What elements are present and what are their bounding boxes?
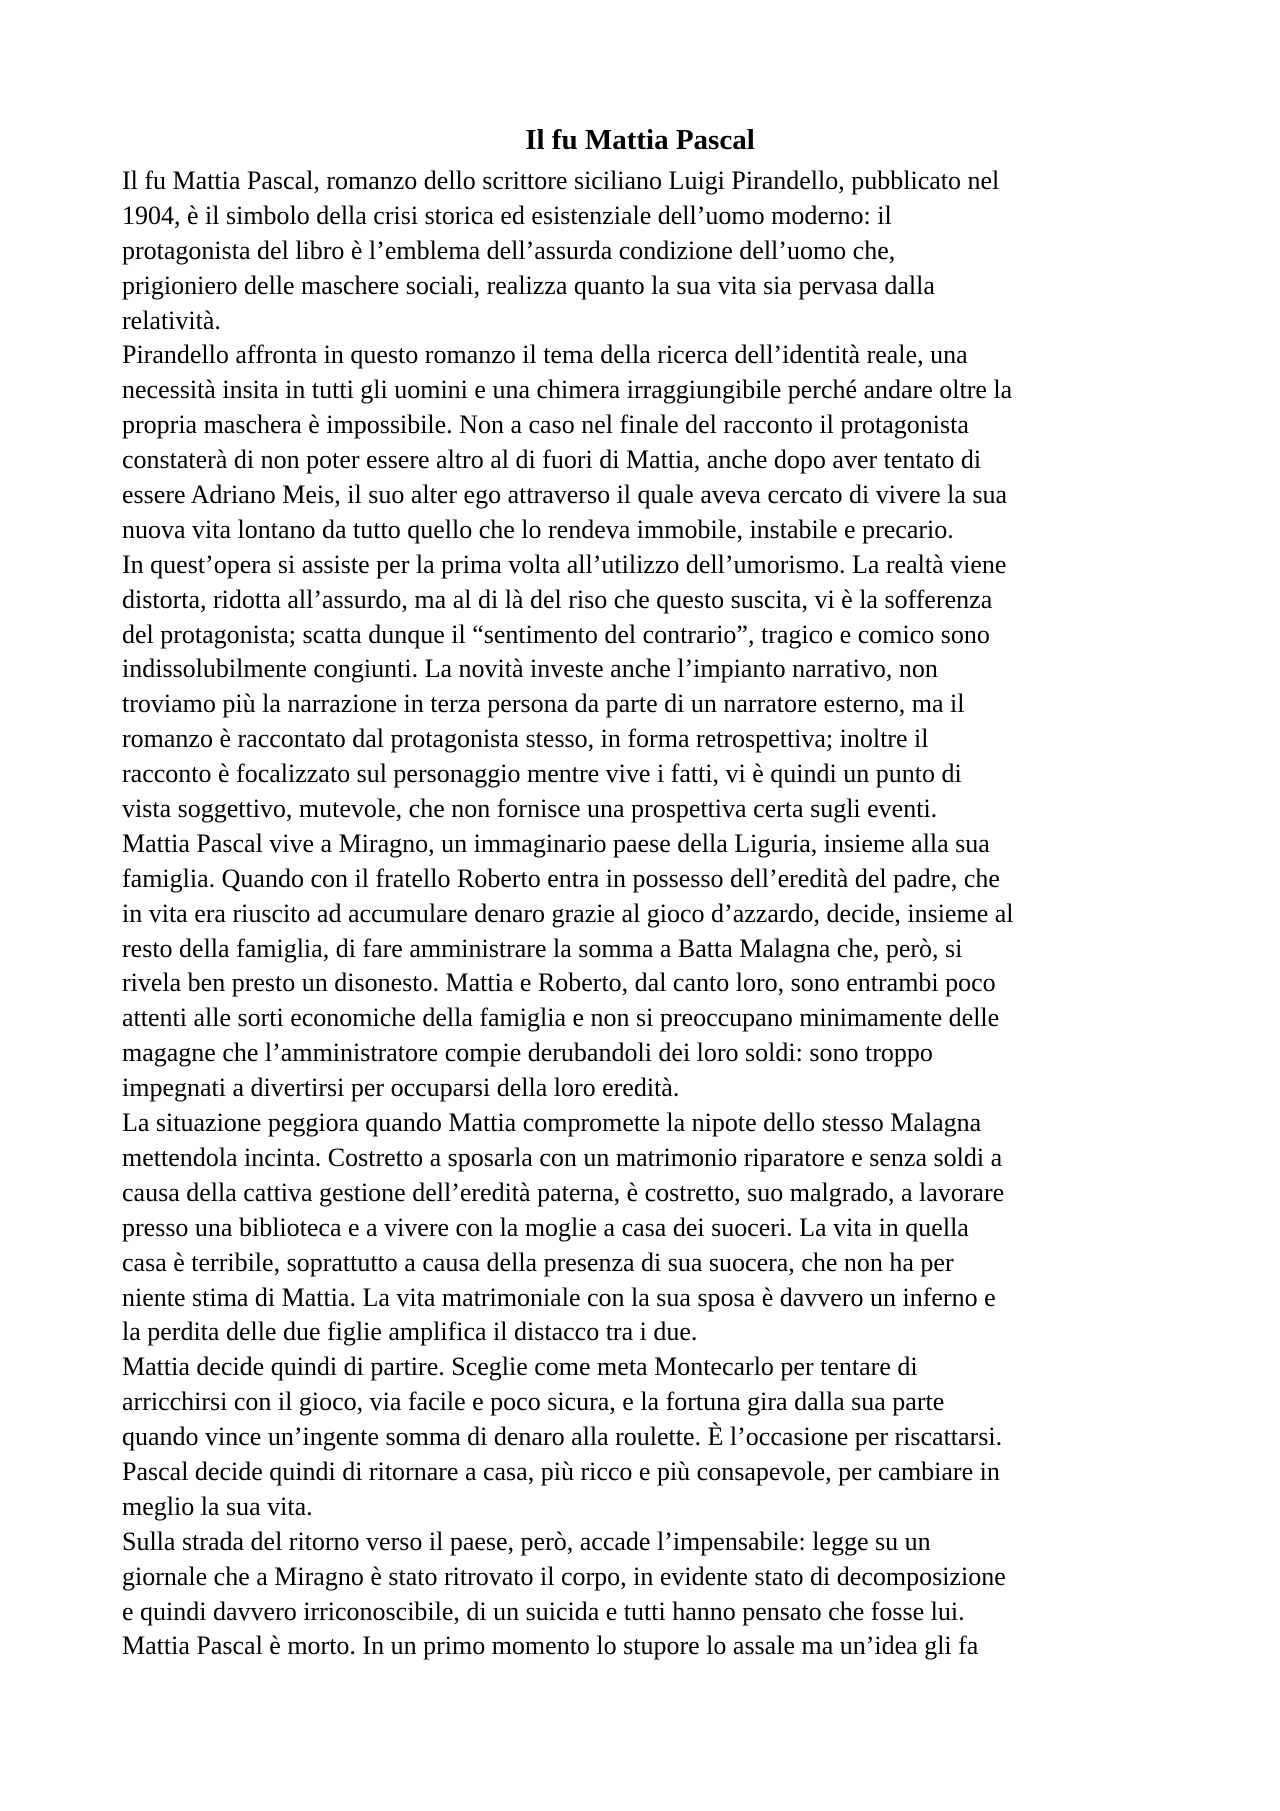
text-line: relatività. <box>122 305 221 335</box>
text-line: Mattia Pascal vive a Miragno, un immaginario paese della Liguria, insieme alla sua <box>122 828 990 858</box>
text-line: rivela ben presto un disonesto. Mattia e Roberto, dal canto loro, sono entrambi poco <box>122 968 996 998</box>
text-line: Il fu Mattia Pascal, romanzo dello scrittore siciliano Luigi Pirandello, pubblicato nel <box>122 166 1000 195</box>
text-line: meglio la sua vita. <box>122 1491 313 1521</box>
text-line: niente stima di Mattia. La vita matrimoniale con la sua sposa è davvero un inferno e <box>122 1282 996 1312</box>
text-line: mettendola incinta. Costretto a sposarla con un matrimonio riparatore e senza soldi a <box>122 1142 1003 1172</box>
text-line: arricchirsi con il gioco, via facile e poco sicura, e la fortuna gira dalla sua parte <box>122 1387 945 1417</box>
text-line: La situazione peggiora quando Mattia compromette la nipote dello stesso Malagna <box>122 1108 982 1138</box>
text-line: attenti alle sorti economiche della famiglia e non si preoccupano minimamente delle <box>122 1003 1000 1033</box>
text-line: indissolubilmente congiunti. La novità investe anche l’impianto narrativo, non <box>122 654 938 684</box>
text-line: magagne che l’amministratore compie derubandoli dei loro soldi: sono troppo <box>122 1038 933 1068</box>
text-line: in vita era riuscito ad accumulare denaro grazie al gioco d’azzardo, decide, insieme al <box>122 898 1014 928</box>
text-line: Mattia decide quindi di partire. Sceglie come meta Montecarlo per tentare di <box>122 1352 918 1382</box>
text-line: vista soggettivo, mutevole, che non fornisce una prospettiva certa sugli eventi. <box>122 794 938 824</box>
text-line: Pascal decide quindi di ritornare a casa, più ricco e più consapevole, per cambiare in <box>122 1456 1000 1486</box>
text-line: troviamo più la narrazione in terza persona da parte di un narratore esterno, ma il <box>122 689 965 719</box>
text-line: la perdita delle due figlie amplifica il distacco tra i due. <box>122 1317 698 1347</box>
text-line: prigioniero delle maschere sociali, realizza quanto la sua vita sia pervasa dalla <box>122 270 935 300</box>
text-line: distorta, ridotta all’assurdo, ma al di là del riso che questo suscita, vi è la sofferenza <box>122 584 993 614</box>
text-line: presso una biblioteca e a vivere con la moglie a casa dei suoceri. La vita in quella <box>122 1212 969 1242</box>
text-line: necessità insita in tutti gli uomini e una chimera irraggiungibile perché andare oltre la <box>122 375 1013 405</box>
text-line: essere Adriano Meis, il suo alter ego attraverso il quale aveva cercato di vivere la sua <box>122 480 1008 510</box>
text-line: racconto è focalizzato sul personaggio mentre vive i fatti, vi è quindi un punto di <box>122 759 962 789</box>
text-line: constaterà di non poter essere altro al di fuori di Mattia, anche dopo aver tentato di <box>122 445 982 475</box>
text-line: Pirandello affronta in questo romanzo il tema della ricerca dell’identità reale, una <box>122 340 968 370</box>
text-line: casa è terribile, soprattutto a causa della presenza di sua suocera, che non ha per <box>122 1247 954 1277</box>
text-line: nuova vita lontano da tutto quello che lo rendeva immobile, instabile e precario. <box>122 514 954 544</box>
text-line: resto della famiglia, di fare amministrare la somma a Batta Malagna che, però, si <box>122 933 963 963</box>
text-line: propria maschera è impossibile. Non a caso nel finale del racconto il protagonista <box>122 410 969 440</box>
text-line: impegnati a divertirsi per occuparsi della loro eredità. <box>122 1073 680 1103</box>
document-body <box>122 164 1162 1664</box>
text-line: del protagonista; scatta dunque il “sentimento del contrario”, tragico e comico sono <box>122 619 990 649</box>
text-line: quando vince un’ingente somma di denaro alla roulette. È l’occasione per riscattarsi. <box>122 1422 1003 1452</box>
text-line: protagonista del libro è l’emblema dell’assurda condizione dell’uomo che, <box>122 235 896 265</box>
text-line: e quindi davvero irriconoscibile, di un suicida e tutti hanno pensato che fosse lui. <box>122 1596 965 1626</box>
text-line: Mattia Pascal è morto. In un primo momento lo stupore lo assale ma un’idea gli fa <box>122 1631 979 1661</box>
text-line: In quest’opera si assiste per la prima volta all’utilizzo dell’umorismo. La realtà viene <box>122 549 1007 579</box>
text-line: causa della cattiva gestione dell’eredità paterna, è costretto, suo malgrado, a lavorare <box>122 1177 1005 1207</box>
text-line: 1904, è il simbolo della crisi storica ed esistenziale dell’uomo moderno: il <box>122 200 892 230</box>
document-title: Il fu Mattia Pascal <box>525 124 755 156</box>
text-line: giornale che a Miragno è stato ritrovato il corpo, in evidente stato di decomposizione <box>122 1561 1006 1591</box>
text-line: Sulla strada del ritorno verso il paese, però, accade l’impensabile: legge su un <box>122 1526 931 1556</box>
text-line: romanzo è raccontato dal protagonista stesso, in forma retrospettiva; inoltre il <box>122 724 929 754</box>
text-line: famiglia. Quando con il fratello Roberto entra in possesso dell’eredità del padre, che <box>122 863 1000 893</box>
